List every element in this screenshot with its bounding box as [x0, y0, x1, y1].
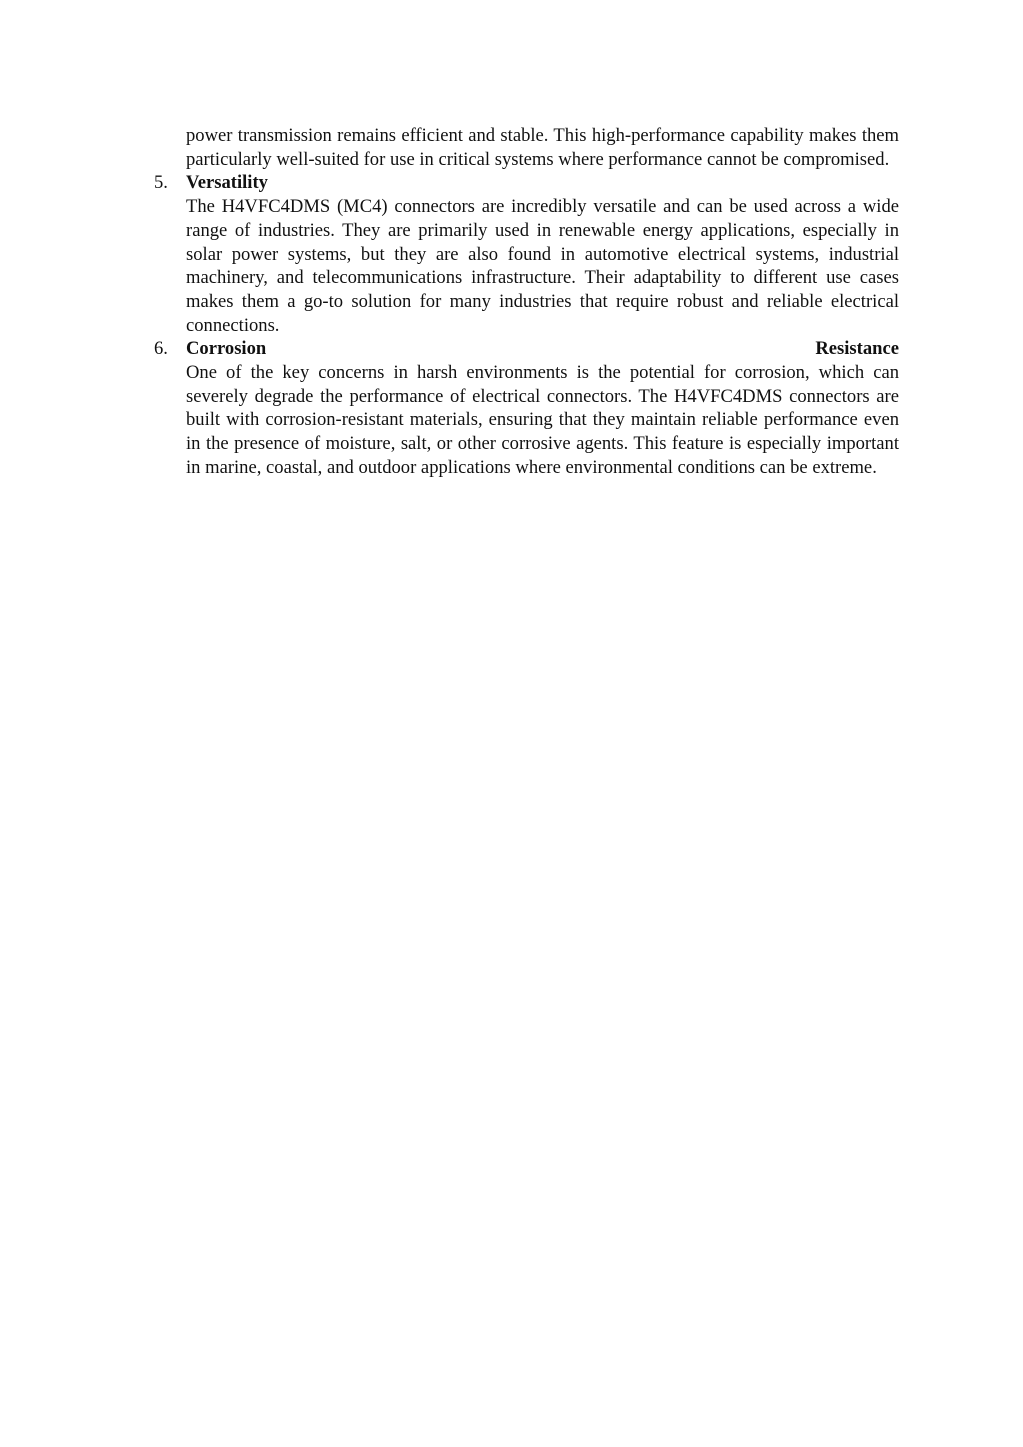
section-heading-versatility: Versatility — [186, 172, 268, 194]
section-heading-corrosion-resistance — [186, 337, 899, 361]
list-item-versatility — [154, 171, 899, 337]
section-paragraph-corrosion-resistance: One of the key concerns in harsh environments is the potential for corrosion, which can severely degrade the performance of electrical connectors. The H4VFC4DMS connectors are built with corrosion-resistant materials, ensuring that they maintain reliable performance even in the presence of moisture, salt, or other corrosive agents. This feature is especially important in marine, coastal, and outdoor applications where environmental conditions can be extreme. — [186, 362, 899, 478]
list-item-corrosion-resistance — [154, 337, 899, 479]
continuation-paragraph: power transmission remains efficient and stable. This high-performance capability makes them particularly well-suited for use in critical systems where performance cannot be compromised. — [186, 125, 899, 170]
list-item-number: 6. — [154, 338, 168, 360]
section-heading-word-2: Resistance — [815, 338, 899, 360]
section-paragraph-versatility: The H4VFC4DMS (MC4) connectors are incredibly versatile and can be used across a wide range of industries. They are primarily used in renewable energy applications, especially in solar power systems, but they are also found in automotive electrical systems, industrial machinery, and telecommunications infrastructure. Their adaptability to different use cases makes them a go-to solution for many industries that require robust and reliable electrical connections. — [186, 196, 899, 336]
document-body — [154, 124, 899, 480]
list-item-number: 5. — [154, 172, 168, 194]
section-heading-word-1: Corrosion — [186, 338, 267, 360]
